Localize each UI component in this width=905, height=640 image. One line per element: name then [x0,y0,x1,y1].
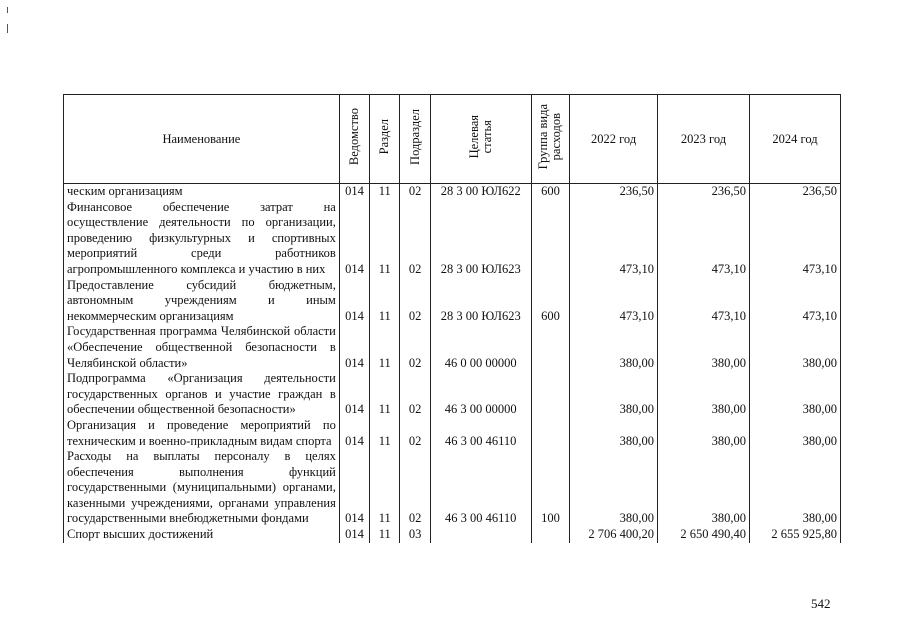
header-podrazdel: Подраздел [400,95,430,184]
row-amount-2024: 236,50 [749,184,840,200]
row-razdel: 11 [370,184,400,200]
row-amount-2024: 380,00 [749,449,840,527]
row-amount-2024: 380,00 [749,418,840,449]
row-group: 600 [531,184,569,200]
row-podrazdel: 02 [400,200,430,278]
row-amount-2022: 380,00 [570,449,658,527]
row-amount-2024: 2 655 925,80 [749,527,840,543]
table-row [64,324,841,371]
row-vedomstvo: 014 [339,278,369,325]
row-vedomstvo: 014 [339,200,369,278]
budget-table [63,94,841,543]
row-vedomstvo: 014 [339,527,369,543]
scan-mark-top [7,7,8,13]
row-name: Государственная программа Челябинской области «Обеспечение общественной безопасности в Челябинской области» [64,324,340,371]
row-target [430,527,531,543]
row-podrazdel: 02 [400,324,430,371]
header-name: Наименование [64,95,340,184]
table-header-row [64,95,841,184]
row-group [531,200,569,278]
page-number: 542 [811,596,831,611]
table-row [64,200,841,278]
table-row [64,527,841,543]
row-amount-2024: 473,10 [749,200,840,278]
header-target: Целевая статья [430,95,531,184]
row-group [531,371,569,418]
row-target: 46 0 00 00000 [430,324,531,371]
row-amount-2024: 380,00 [749,324,840,371]
row-amount-2023: 380,00 [658,418,750,449]
row-target: 28 3 00 ЮЛ623 [430,200,531,278]
row-target: 28 3 00 ЮЛ622 [430,184,531,200]
row-target: 46 3 00 46110 [430,449,531,527]
row-name: Подпрограмма «Организация деятельности государственных органов и участие граждан в обеспечении общественной безопасности» [64,371,340,418]
row-name: Расходы на выплаты персоналу в целях обеспечения выполнения функций государственными (муниципальными) органами, казенными учреждениями, органами управления государственными внебюджетными фондами [64,449,340,527]
table-row [64,184,841,200]
row-amount-2023: 236,50 [658,184,750,200]
row-amount-2022: 380,00 [570,324,658,371]
row-podrazdel: 02 [400,278,430,325]
row-razdel: 11 [370,449,400,527]
row-amount-2022: 473,10 [570,278,658,325]
row-target: 46 3 00 46110 [430,418,531,449]
row-vedomstvo: 014 [339,324,369,371]
row-group: 600 [531,278,569,325]
row-name: Спорт высших достижений [64,527,340,543]
header-razdel: Раздел [370,95,400,184]
row-amount-2023: 380,00 [658,324,750,371]
row-razdel: 11 [370,324,400,371]
row-vedomstvo: 014 [339,418,369,449]
row-razdel: 11 [370,527,400,543]
row-name: ческим организациям [64,184,340,200]
table-row [64,449,841,527]
row-amount-2024: 473,10 [749,278,840,325]
table-row [64,278,841,325]
row-podrazdel: 02 [400,371,430,418]
header-2024: 2024 год [749,95,840,184]
row-razdel: 11 [370,371,400,418]
row-razdel: 11 [370,200,400,278]
row-podrazdel: 02 [400,184,430,200]
row-group [531,527,569,543]
row-amount-2022: 380,00 [570,418,658,449]
row-group [531,324,569,371]
row-target: 28 3 00 ЮЛ623 [430,278,531,325]
row-amount-2023: 2 650 490,40 [658,527,750,543]
row-amount-2024: 380,00 [749,371,840,418]
row-podrazdel: 03 [400,527,430,543]
row-amount-2023: 380,00 [658,371,750,418]
header-2022: 2022 год [570,95,658,184]
row-target: 46 3 00 00000 [430,371,531,418]
row-razdel: 11 [370,418,400,449]
row-group: 100 [531,449,569,527]
row-amount-2022: 473,10 [570,200,658,278]
scan-mark-bottom [7,24,8,33]
row-name: Организация и проведение мероприятий по техническим и военно-прикладным видам спорта [64,418,340,449]
table-row [64,418,841,449]
row-name: Финансовое обеспечение затрат на осуществление деятельности по организации, проведению физкультурных и спортивных мероприятий среди работников агропромышленного комплекса и участию в них [64,200,340,278]
row-vedomstvo: 014 [339,371,369,418]
row-razdel: 11 [370,278,400,325]
row-amount-2023: 380,00 [658,449,750,527]
row-podrazdel: 02 [400,449,430,527]
table-row [64,371,841,418]
row-name: Предоставление субсидий бюджетным, автономным учреждениям и иным некоммерческим организациям [64,278,340,325]
row-group [531,418,569,449]
row-vedomstvo: 014 [339,184,369,200]
header-group: Группа вида расходов [531,95,569,184]
row-podrazdel: 02 [400,418,430,449]
row-vedomstvo: 014 [339,449,369,527]
header-vedomstvo: Ведомство [339,95,369,184]
row-amount-2023: 473,10 [658,200,750,278]
header-2023: 2023 год [658,95,750,184]
row-amount-2022: 2 706 400,20 [570,527,658,543]
row-amount-2022: 236,50 [570,184,658,200]
row-amount-2023: 473,10 [658,278,750,325]
row-amount-2022: 380,00 [570,371,658,418]
